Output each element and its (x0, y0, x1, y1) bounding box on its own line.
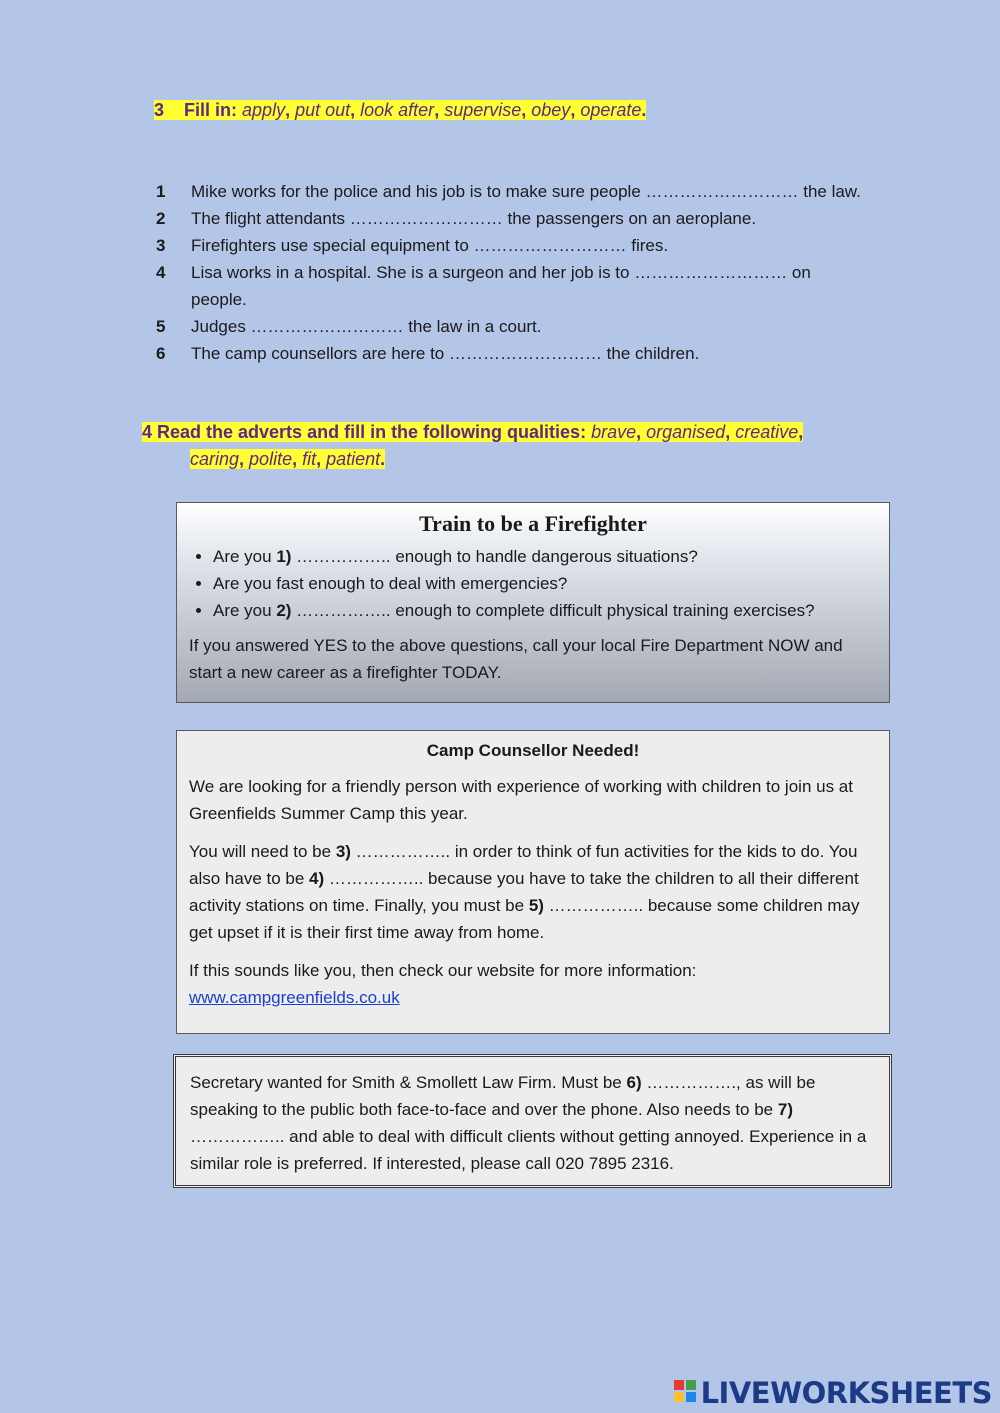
item-text: The flight attendants ……………………… the passengers on an aeroplane. (191, 209, 757, 228)
advert-paragraph (189, 957, 877, 1011)
bullet-text: Are you fast enough to deal with emergencies? (213, 574, 568, 593)
word-option: fit (302, 449, 317, 469)
exercise-3-heading: 3 Fill in: apply, put out, look after, supervise, obey, operate. (154, 100, 647, 120)
advert-paragraph (190, 1069, 875, 1177)
item-text: Lisa works in a hospital. She is a surgeon and her job is to ……………………… on people. (191, 263, 811, 309)
item-number: 1 (156, 182, 166, 201)
word-option: put out (295, 100, 351, 120)
advert-paragraph: We are looking for a friendly person with experience of working with children to join us at Greenfields Summer Camp this year. (189, 777, 853, 823)
item-number: 2 (156, 209, 166, 228)
word-option: patient (326, 449, 381, 469)
list-item (156, 232, 926, 259)
secretary-advert (173, 1054, 892, 1188)
word-option: supervise (444, 100, 522, 120)
camp-counsellor-advert (176, 730, 890, 1034)
item-text: The camp counsellors are here to ……………………… the children. (191, 344, 700, 363)
gap-number: 3) (335, 842, 351, 861)
gap-number: 2) (276, 601, 292, 620)
paragraph-text: …………….. because some children may get upset if it is their first time away from home. (189, 896, 860, 942)
bullet-text: …………….. enough to complete difficult physical training exercises? (291, 601, 815, 620)
word-option: apply (242, 100, 286, 120)
word-option: look after (360, 100, 435, 120)
advert-title: Camp Counsellor Needed! (426, 741, 640, 760)
gap-number: 5) (528, 896, 544, 915)
paragraph-text: Secretary wanted for Smith & Smollett Law Firm. Must be (190, 1073, 627, 1092)
word-option: operate (580, 100, 642, 120)
item-text: Firefighters use special equipment to ……………………… fires. (191, 236, 669, 255)
item-text: Judges ……………………… the law in a court. (191, 317, 542, 336)
gap-number: 4) (309, 869, 325, 888)
gap-number: 1) (276, 547, 292, 566)
word-option: creative (735, 422, 799, 442)
bullet-text: Are you (213, 601, 277, 620)
exercise-4-heading: 4 Read the adverts and fill in the following qualities: brave, organised, creative, caring, polite, fit, patient. (142, 422, 804, 469)
exercise-4-label: 4 Read the adverts and fill in the following qualities: (142, 422, 587, 442)
paragraph-text: …………….. and able to deal with difficult clients without getting annoyed. Experience in a similar role is preferred. If interested, please call 020 7895 2316. (190, 1127, 867, 1173)
exercise-3-label: Fill in: (184, 100, 238, 120)
word-option: caring (190, 449, 240, 469)
paragraph-text: …………….. in order to think of fun activities for the kids to do. You also have to be (189, 842, 858, 888)
list-item (213, 597, 877, 624)
item-number: 3 (156, 236, 166, 255)
word-option: polite (249, 449, 293, 469)
word-option: brave (591, 422, 637, 442)
liveworksheets-icon (674, 1380, 698, 1406)
list-item (156, 313, 926, 340)
exercise-3-list (156, 178, 926, 367)
question-list (189, 543, 877, 624)
advert-paragraph (189, 838, 877, 946)
word-option: organised (646, 422, 726, 442)
list-item (156, 178, 926, 205)
firefighter-advert (176, 502, 890, 703)
item-text: Mike works for the police and his job is to make sure people ……………………… the law. (191, 182, 861, 201)
bullet-text: …………….. enough to handle dangerous situations? (291, 547, 698, 566)
bullet-text: Are you (213, 547, 277, 566)
paragraph-text: …………….. because you have to take the children to all their different activity stations on time. Finally, you must be (189, 869, 859, 915)
paragraph-text: ……………., as will be speaking to the public both face-to-face and over the phone. Also needs to be (190, 1073, 816, 1119)
liveworksheets-logo (674, 1376, 992, 1410)
advert-body: If you answered YES to the above questions, call your local Fire Department NOW and start a new career as a firefighter TODAY. (189, 636, 843, 682)
paragraph-text: You will need to be (189, 842, 336, 861)
advert-title: Train to be a Firefighter (419, 511, 647, 536)
list-item (156, 340, 926, 367)
item-number: 6 (156, 344, 166, 363)
list-item (213, 543, 877, 570)
gap-number: 6) (626, 1073, 642, 1092)
word-option: obey (531, 100, 571, 120)
brand-name: LIVEWORKSHEETS (700, 1376, 992, 1410)
list-item (156, 259, 926, 313)
list-item (213, 570, 877, 597)
exercise-3-number: 3 (154, 100, 165, 120)
website-link[interactable]: www.campgreenfields.co.uk (189, 988, 400, 1007)
list-item (156, 205, 926, 232)
paragraph-text: If this sounds like you, then check our website for more information: (189, 961, 697, 980)
gap-number: 7) (777, 1100, 793, 1119)
item-number: 5 (156, 317, 166, 336)
item-number: 4 (156, 263, 166, 282)
